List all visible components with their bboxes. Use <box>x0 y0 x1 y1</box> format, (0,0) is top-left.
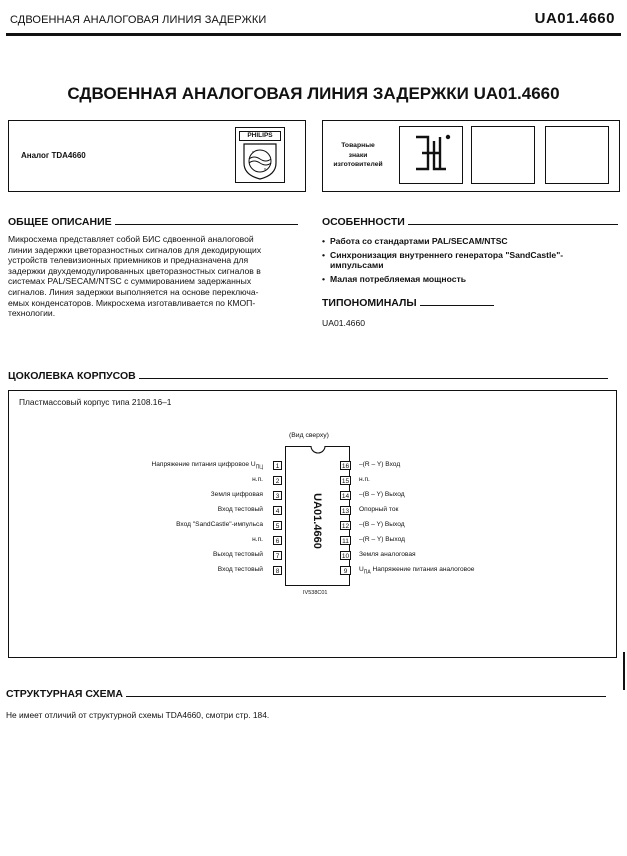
pin-label: н.п. <box>359 476 370 483</box>
pin-number: 9 <box>340 566 351 575</box>
pinout-heading-text: ЦОКОЛЕВКА КОРПУСОВ <box>8 370 136 382</box>
philips-logo <box>235 127 285 183</box>
pin-label-subscript: ПЦ <box>255 464 263 471</box>
pin-number: 11 <box>340 536 351 545</box>
manufacturer-logo-icon <box>400 127 462 183</box>
general-text-line: Микросхема представляет собой БИС сдвоенной аналоговой <box>8 234 254 244</box>
structure-heading-text: СТРУКТУРНАЯ СХЕМА <box>6 688 123 700</box>
pin-number: 3 <box>273 491 282 500</box>
analog-label: Аналог TDA4660 <box>21 151 86 160</box>
pin-number: 14 <box>341 493 350 500</box>
pin-number: 16 <box>341 463 350 470</box>
trademarks-box <box>322 120 620 192</box>
general-text-line: технологии. <box>8 308 56 319</box>
header-rule <box>6 33 621 36</box>
pin-number: 1 <box>273 461 282 470</box>
trademarks-label-line: знаки <box>348 151 368 159</box>
trademarks-label-line: Товарные <box>341 142 375 149</box>
pin-number: 4 <box>273 506 282 515</box>
manufacturer-logo-frame <box>399 126 463 184</box>
pin-label: Вход "SandCastle"-импульса <box>176 521 263 528</box>
general-heading-text: ОБЩЕЕ ОПИСАНИЕ <box>8 216 112 228</box>
general-text-line: емых конденсаторов. Микросхема изготавливается по КМОП- <box>8 297 256 308</box>
general-text-line: линии задержки цветоразностных сигналов для декодирующих <box>8 244 262 255</box>
pin-number: 5 <box>273 521 282 530</box>
pin-number: 7 <box>273 551 282 560</box>
pin-label: Вход тестовый <box>217 506 263 513</box>
features-heading-text: ОСОБЕННОСТИ <box>322 216 405 228</box>
running-header-code: UA01.4660 <box>534 10 615 27</box>
types-heading-text: ТИПОНОМИНАЛЫ <box>322 297 417 309</box>
package-type: Пластмассовый корпус типа 2108.16–1 <box>19 397 172 407</box>
feature-item: • Работа со стандартами PAL/SECAM/NTSC <box>322 236 616 247</box>
trademarks-label <box>325 141 391 170</box>
pin-label: –(R – Y) Выход <box>359 536 405 543</box>
pin-label-tail: Напряжение питания аналоговое <box>370 566 475 573</box>
general-text-line: системах PAL/SECAM/NTSC с суммированием задержанных <box>8 276 252 287</box>
pinout-box <box>8 390 617 658</box>
general-text-line: устройств телевизионных приемников и предназначена для <box>8 255 249 266</box>
general-text-line: сигналов. Линия задержки выполняется на основе переключа- <box>8 286 259 297</box>
philips-logo-text: PHILIPS <box>239 131 281 141</box>
pin-label-text: Напряжение питания цифровое U <box>151 461 256 468</box>
types-value: UA01.4660 <box>322 318 366 328</box>
features-heading <box>322 216 618 228</box>
pin-label: Земля цифровая <box>210 491 263 498</box>
pin-label: –(R – Y) Вход <box>359 461 401 468</box>
pin-label-text: U <box>359 566 364 573</box>
pin-number: 6 <box>273 536 282 545</box>
philips-shield-icon <box>236 141 284 181</box>
pin-label: Выход тестовый <box>212 551 263 558</box>
scan-edge-mark <box>623 652 625 690</box>
structure-heading <box>6 688 606 700</box>
trademarks-label-line: изготовителей <box>333 161 383 168</box>
types-heading <box>322 297 494 309</box>
diagram-code: IV538C01 <box>303 590 328 596</box>
page-title: СДВОЕННАЯ АНАЛОГОВАЯ ЛИНИЯ ЗАДЕРЖКИ UA01.4660 <box>67 84 560 103</box>
pin-label: –(B – Y) Выход <box>359 521 405 528</box>
pin-label: –(B – Y) Выход <box>359 491 405 498</box>
svg-text:*: * <box>264 168 266 174</box>
empty-logo-frame <box>471 126 535 184</box>
pin-number: 13 <box>341 508 350 515</box>
pin-label: н.п. <box>252 476 263 483</box>
pin-number: 12 <box>341 523 350 530</box>
structure-text: Не имеет отличий от структурной схемы TDA4660, смотри стр. 184. <box>6 710 270 720</box>
general-text-line: задержки двухдемодулированных цветоразностных сигналов в <box>8 265 261 276</box>
feature-item: • Синхронизация внутреннего генератора "SandCastle"-импульсами <box>322 250 616 271</box>
pin-number: 15 <box>341 478 350 485</box>
feature-item: • Малая потребляемая мощность <box>322 274 616 285</box>
pin-number: 8 <box>273 566 282 575</box>
chip-notch-icon <box>310 446 326 455</box>
chip-label: UA01.4660 <box>311 493 323 549</box>
pinout-heading <box>8 370 608 382</box>
pin-number: 10 <box>341 553 350 560</box>
pin-number: 2 <box>273 476 282 485</box>
svg-text:*: * <box>252 151 254 157</box>
general-heading <box>8 216 298 228</box>
running-header-title: СДВОЕННАЯ АНАЛОГОВАЯ ЛИНИЯ ЗАДЕРЖКИ <box>10 14 267 26</box>
pin-label: Опорный ток <box>359 506 399 513</box>
pin-label: н.п. <box>252 536 263 543</box>
pin-label: Вход тестовый <box>217 566 263 573</box>
empty-logo-frame <box>545 126 609 184</box>
view-note: (Вид сверху) <box>289 432 329 439</box>
pin-label: Земля аналоговая <box>359 551 416 558</box>
general-text <box>8 234 301 319</box>
features-list <box>322 236 616 287</box>
pin-label <box>359 566 474 575</box>
pin-label <box>87 461 263 470</box>
pin-label-subscript: ПА <box>363 569 371 576</box>
analog-box <box>8 120 306 192</box>
